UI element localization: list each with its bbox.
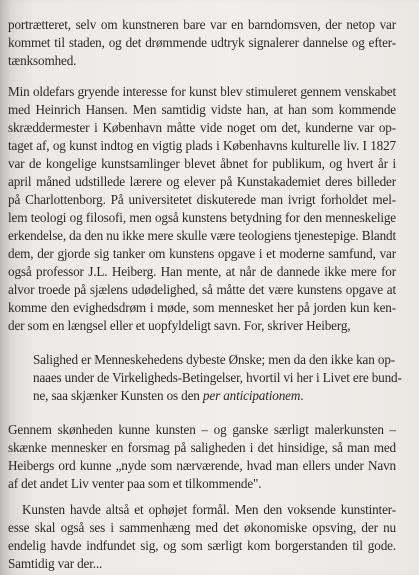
text-line: portrætteret, selv om kunstneren bare var en barndomsven, der netop var (8, 17, 396, 32)
text-line: skræddermester i København måtte vide noget om det, kunderne var op- (8, 120, 396, 135)
text-line: endelig havde indfundet sig, og som særligt kom borgerstanden til gode. (8, 538, 396, 553)
italic-phrase: per anticipationem (202, 388, 301, 403)
text-line: alvor troede på sjælens udødelighed, så måtte det være kunstens opgave at (8, 282, 396, 297)
text-line: lem teologi og filosofi, men også kunstens betydning for den menneskelige (8, 210, 396, 225)
text-line: esse skal også ses i sammenhæng med det økonomiske opsving, der nu (8, 520, 396, 535)
text-line: Gennem skønheden kunne kunsten – og ganske særligt malerkunsten – (8, 422, 396, 437)
text-line: april måned udstillede lærere og elever på Kunstakademiet deres billeder (8, 174, 396, 189)
quote-line-text: ne, saa skjænker Kunsten os den (33, 388, 200, 403)
text-line: erkendelse, da den nu ikke mere skulle være teologiens tjenestepige. Blandt (8, 228, 396, 243)
text-line: kommet til staden, og det drømmende udtryk signalerer dannelse og efter- (8, 35, 396, 50)
text-line: af det andet Liv venter paa som et tilkommende". (8, 476, 262, 491)
text-line: taget af, og kunst indtog en vigtig plads i Københavns kulturelle liv. I 1827 (8, 138, 396, 153)
text-line: tænksomhed. (8, 53, 77, 68)
text-line: Kunsten havde altså et ophøjet formål. Men den voksende kunstinter- (22, 502, 396, 517)
text-line: på Charlottenborg. På universitetet diskuterede man ivrigt forholdet mel- (8, 192, 396, 207)
text-line: der som en længsel eller et uopfyldeligt savn. For, skriver Heiberg, (8, 318, 351, 333)
text-line: skænke mennesker en forsmag på saligheden i det hinsidige, så man med (8, 440, 396, 455)
text-line: Min oldefars gryende interesse for kunst blev stimuleret gennem venskabet (8, 84, 396, 99)
quote-end-punct: . (300, 388, 304, 403)
text-line: Heibergs ord kunne „nyde som nærværende, hvad man ellers under Navn (8, 458, 396, 473)
text-line: naaes under de Virkeligheds-Betingelser, hvortil vi her i Livet ere bund- (33, 370, 402, 385)
text-line: også professor J.L. Heiberg. Han mente, at når de dannede ikke mere for (8, 264, 396, 279)
text-line: Samtidig var der... (8, 556, 103, 571)
text-line (33, 388, 395, 404)
text-line: var de kongelige kunstsamlinger blevet åbnet for publikum, og hvert år i (8, 156, 396, 171)
text-line: med Heinrich Hansen. Men samtidig vidste han, at han som kommende (8, 102, 396, 117)
text-line: dem, der gjorde sig tanker om kunstens opgave i et moderne samfund, var (8, 246, 396, 261)
text-line: Salighed er Menneskehedens dybeste Ønske; men da den ikke kan op- (33, 352, 395, 367)
text-line: komme den evighedsdrøm i møde, som mennesket her på jorden kun ken- (8, 300, 396, 315)
